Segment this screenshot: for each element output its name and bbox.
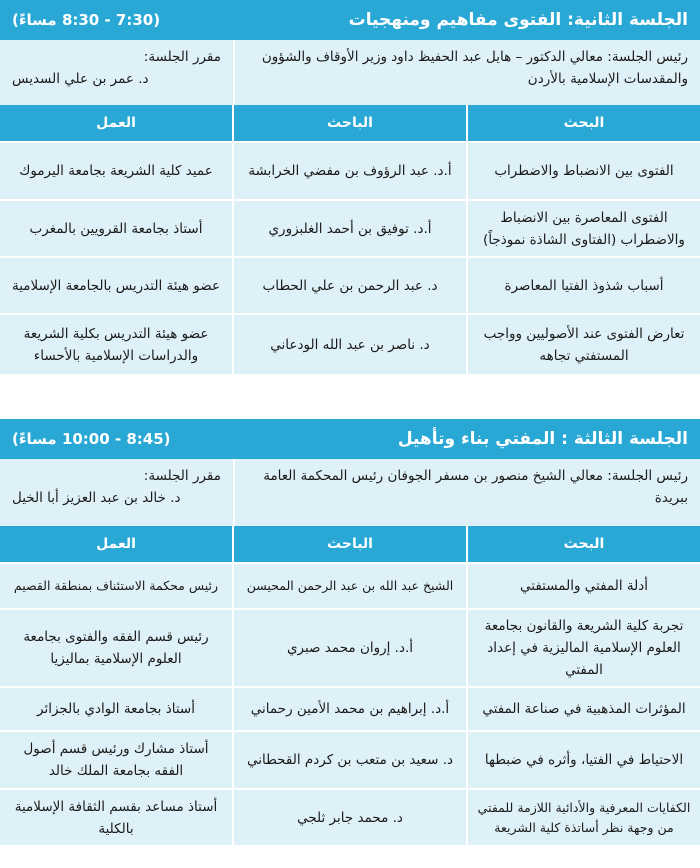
cell-researcher: د. سعيد بن متعب بن كردم القحطاني	[233, 731, 467, 789]
table-row	[0, 789, 700, 845]
session-3-title: الجلسة الثالثة : المفتي بناء وتأهيل	[397, 429, 688, 449]
session-3-chair: رئيس الجلسة: معالي الشيخ منصور بن مسفر الجوفان رئيس المحكمة العامة ببريدة	[233, 459, 700, 526]
cell-job: عضو هيئة التدريس بكلية الشريعة والدراسات الإسلامية بالأحساء	[0, 314, 233, 374]
cell-job: رئيس قسم الفقه والفتوى بجامعة العلوم الإسلامية بماليزيا	[0, 609, 233, 687]
cell-topic: الاحتياط في الفتيا، وأثره في ضبطها	[467, 731, 700, 789]
cell-topic: الفتوى بين الانضباط والاضطراب	[467, 142, 700, 200]
session-3-title-bar	[0, 419, 700, 459]
session-2-title: الجلسة الثانية: الفتوى مفاهيم ومنهجيات	[348, 10, 688, 30]
header-researcher: الباحث	[233, 526, 467, 563]
session-3-time: (8:45 - 10:00 مساءً)	[12, 430, 171, 448]
cell-topic: تعارض الفتوى عند الأصوليين وواجب المستفتي تجاهه	[467, 314, 700, 374]
cell-topic: أدلة المفتي والمستفتي	[467, 563, 700, 609]
cell-job: عضو هيئة التدريس بالجامعة الإسلامية	[0, 257, 233, 314]
cell-topic: المؤثرات المذهبية في صناعة المفتي	[467, 687, 700, 731]
session-2-table	[0, 105, 700, 374]
session-2	[0, 0, 700, 374]
cell-job: أستاذ مشارك ورئيس قسم أصول الفقه بجامعة الملك خالد	[0, 731, 233, 789]
cell-topic: تجربة كلية الشريعة والقانون بجامعة العلوم الإسلامية الماليزية في إعداد المفتي	[467, 609, 700, 687]
table-row	[0, 563, 700, 609]
cell-researcher: أ.د. عبد الرؤوف بن مفضي الخرابشة	[233, 142, 467, 200]
cell-researcher: د. ناصر بن عبد الله الودعاني	[233, 314, 467, 374]
cell-topic: الفتوى المعاصرة بين الانضباط والاضطراب (الفتاوى الشاذة نموذجاً)	[467, 200, 700, 257]
session-2-officials	[0, 40, 700, 105]
cell-job: أستاذ بجامعة القرويين بالمغرب	[0, 200, 233, 257]
cell-topic: أسباب شذوذ الفتيا المعاصرة	[467, 257, 700, 314]
table-row	[0, 314, 700, 374]
rapporteur-name: د. خالد بن عبد العزيز أبا الخيل	[12, 490, 181, 506]
cell-researcher: أ.د. توفيق بن أحمد الغلبزوري	[233, 200, 467, 257]
session-3	[0, 419, 700, 845]
header-job: العمل	[0, 105, 233, 142]
cell-job: رئيس محكمة الاستئناف بمنطقة القصيم	[0, 563, 233, 609]
table-row	[0, 609, 700, 687]
header-job: العمل	[0, 526, 233, 563]
table-header-row	[0, 105, 700, 142]
session-2-time: (7:30 - 8:30 مساءً)	[12, 11, 161, 29]
session-3-table	[0, 526, 700, 845]
cell-topic: الكفايات المعرفية والأدائية اللازمة للمفتي من وجهة نظر أساتذة كلية الشريعة	[467, 789, 700, 845]
session-2-rapporteur	[0, 40, 233, 105]
table-header-row	[0, 526, 700, 563]
header-topic: البحث	[467, 105, 700, 142]
cell-researcher: أ.د. إبراهيم بن محمد الأمين رحماني	[233, 687, 467, 731]
session-3-rapporteur	[0, 459, 233, 526]
rapporteur-label: مقرر الجلسة:	[143, 468, 221, 484]
table-row	[0, 687, 700, 731]
cell-researcher: د. عبد الرحمن بن علي الحطاب	[233, 257, 467, 314]
rapporteur-name: د. عمر بن علي السديس	[12, 71, 149, 87]
table-row	[0, 200, 700, 257]
table-row	[0, 731, 700, 789]
cell-job: أستاذ بجامعة الوادي بالجزائر	[0, 687, 233, 731]
cell-job: عميد كلية الشريعة بجامعة اليرموك	[0, 142, 233, 200]
cell-researcher: د. محمد جابر ثلجي	[233, 789, 467, 845]
cell-researcher: الشيخ عبد الله بن عبد الرحمن المحيسن	[233, 563, 467, 609]
session-2-title-bar	[0, 0, 700, 40]
rapporteur-label: مقرر الجلسة:	[143, 49, 221, 65]
header-researcher: الباحث	[233, 105, 467, 142]
table-row	[0, 142, 700, 200]
cell-job: أستاذ مساعد بقسم الثقافة الإسلامية بالكلية	[0, 789, 233, 845]
header-topic: البحث	[467, 526, 700, 563]
session-3-officials	[0, 459, 700, 526]
session-2-chair: رئيس الجلسة: معالي الدكتور – هايل عبد الحفيظ داود وزير الأوقاف والشؤون والمقدسات الإسلامية بالأردن	[233, 40, 700, 105]
cell-researcher: أ.د. إروان محمد صبري	[233, 609, 467, 687]
table-row	[0, 257, 700, 314]
